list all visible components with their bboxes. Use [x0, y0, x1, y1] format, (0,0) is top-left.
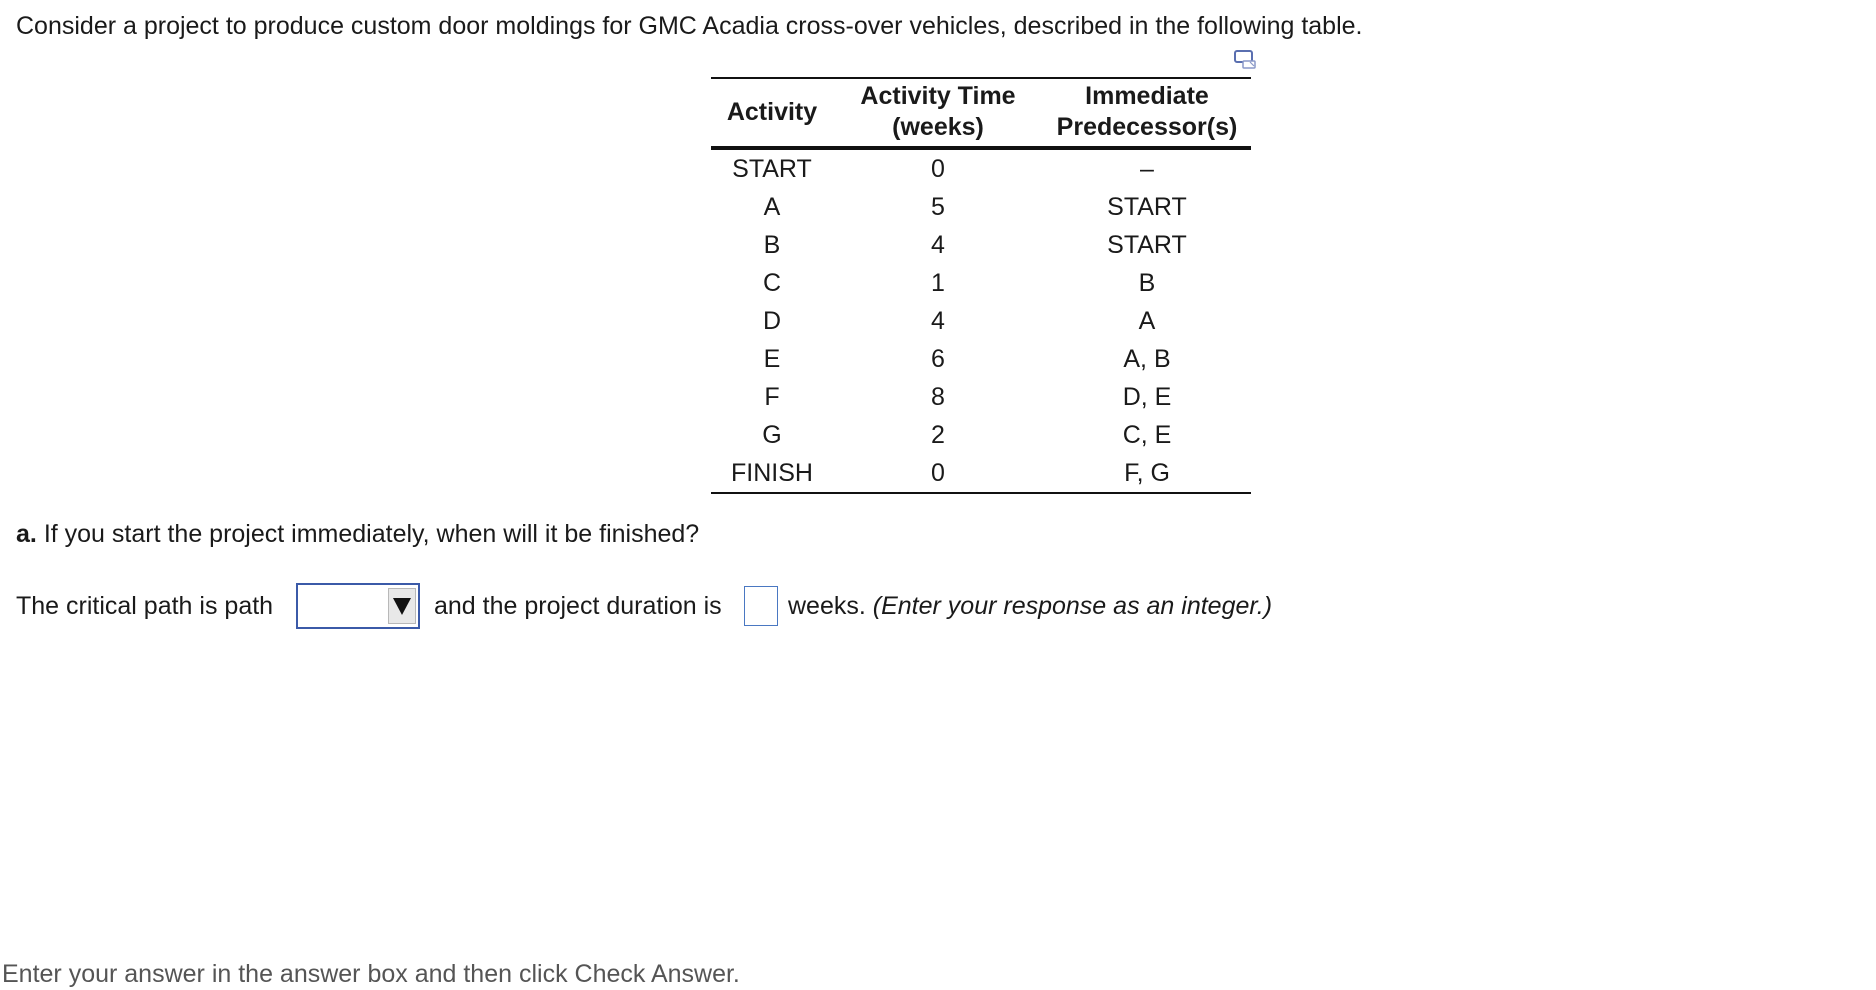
cell-time: 6 — [931, 345, 945, 373]
table-row — [711, 188, 1251, 226]
cell-time: 5 — [931, 193, 945, 221]
table-row — [711, 378, 1251, 416]
cell-activity: A — [763, 193, 781, 221]
critical-path-prefix: The critical path is path — [16, 592, 274, 620]
cell-time: 8 — [931, 383, 945, 411]
cell-activity: B — [763, 231, 781, 259]
answer-instruction: Enter your answer in the answer box and then click Check Answer. — [2, 960, 740, 988]
cell-predecessors: B — [1138, 269, 1156, 297]
table-row — [711, 454, 1251, 493]
cell-time: 2 — [931, 421, 945, 449]
header-time-line2: (weeks) — [892, 113, 984, 141]
question-text: If you start the project immediately, when will it be finished? — [43, 520, 700, 548]
cell-activity: F — [764, 383, 780, 411]
duration-prefix: and the project duration is — [434, 592, 722, 620]
cell-predecessors: A, B — [1123, 345, 1171, 373]
header-activity-label: Activity — [726, 97, 818, 126]
triangle-down-icon — [392, 596, 412, 616]
table-row — [711, 148, 1251, 188]
header-predecessors — [1043, 78, 1251, 148]
cell-time: 0 — [931, 155, 945, 183]
cell-activity: D — [762, 307, 782, 335]
cell-activity: START — [732, 155, 812, 183]
table-row — [711, 302, 1251, 340]
header-time-line1: Activity Time — [860, 82, 1016, 110]
duration-suffix — [788, 591, 1272, 621]
header-activity — [711, 78, 833, 148]
header-pred-line2: Predecessor(s) — [1056, 113, 1238, 141]
cell-time: 4 — [931, 231, 945, 259]
cell-predecessors: F, G — [1043, 454, 1251, 493]
cell-predecessors: START — [1107, 193, 1187, 221]
question-label: a. — [16, 520, 37, 548]
cell-predecessors: START — [1107, 231, 1187, 259]
table-row — [711, 340, 1251, 378]
cell-predecessors: – — [1140, 155, 1154, 183]
table-header-row — [711, 78, 1251, 148]
integer-hint: (Enter your response as an integer.) — [872, 592, 1273, 620]
activity-table-container — [711, 77, 1251, 494]
cell-activity: C — [762, 269, 782, 297]
cell-activity: E — [763, 345, 781, 373]
weeks-label: weeks. — [788, 592, 866, 620]
table-row — [711, 416, 1251, 454]
cell-activity: G — [762, 421, 782, 449]
cell-time: 1 — [931, 269, 945, 297]
cell-predecessors: C, E — [1122, 421, 1172, 449]
header-pred-line1: Immediate — [1085, 82, 1209, 110]
problem-intro-text: Consider a project to produce custom door moldings for GMC Acadia cross-over vehicles, described in the following table. — [16, 12, 1363, 40]
header-activity-time — [833, 78, 1043, 148]
cell-time: 0 — [833, 454, 1043, 493]
critical-path-dropdown[interactable] — [296, 583, 420, 629]
question-a — [16, 518, 699, 550]
activity-table — [711, 77, 1251, 494]
project-duration-input[interactable] — [744, 586, 778, 626]
dropdown-arrow-button[interactable] — [388, 588, 416, 624]
cell-predecessors: A — [1138, 307, 1156, 335]
table-row — [711, 264, 1251, 302]
cell-activity: FINISH — [711, 454, 833, 493]
expand-table-icon[interactable] — [1234, 50, 1258, 72]
cell-predecessors: D, E — [1122, 383, 1172, 411]
cell-time: 4 — [931, 307, 945, 335]
table-row — [711, 226, 1251, 264]
